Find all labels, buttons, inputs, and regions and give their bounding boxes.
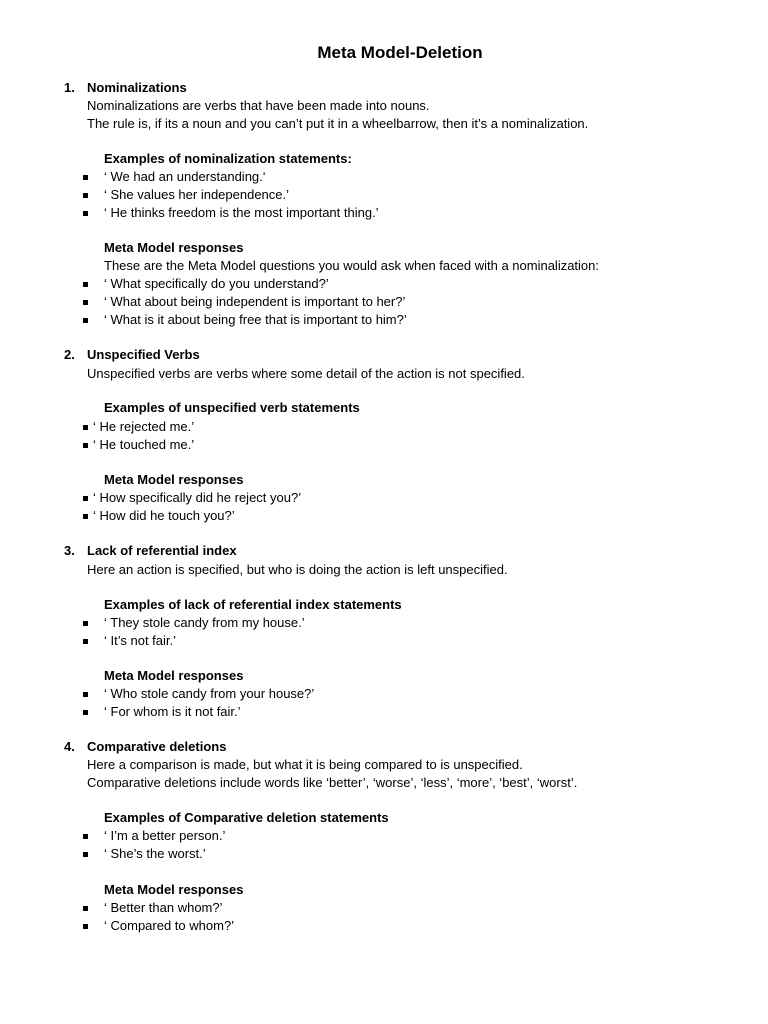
bullet-icon: [83, 514, 88, 519]
example-item: ‘ He rejected me.’: [93, 419, 195, 434]
section-heading: Unspecified Verbs: [87, 347, 200, 362]
example-item: ‘ She values her independence.’: [104, 187, 290, 202]
response-item: ‘ Compared to whom?’: [104, 918, 235, 933]
section-number: 1.: [64, 80, 75, 95]
bullet-icon: [83, 692, 88, 697]
responses-heading: Meta Model responses: [104, 882, 244, 897]
examples-heading: Examples of Comparative deletion statements: [104, 810, 389, 825]
document-title: Meta Model-Deletion: [317, 43, 483, 62]
section-intro-line: Comparative deletions include words like ‘better’, ‘worse’, ‘less’, ‘more’, ‘best’, ‘worst’.: [87, 775, 578, 790]
example-item: ‘ We had an understanding.‘: [104, 169, 266, 184]
bullet-icon: [83, 834, 88, 839]
bullet-icon: [83, 496, 88, 501]
example-item: ‘ She’s the worst.’: [104, 846, 206, 861]
example-item: ‘ It’s not fair.’: [104, 633, 177, 648]
response-item: ‘ What is it about being free that is important to him?’: [104, 312, 407, 327]
responses-heading: Meta Model responses: [104, 472, 244, 487]
examples-heading: Examples of nominalization statements:: [104, 151, 352, 166]
bullet-icon: [83, 924, 88, 929]
section-intro-line: Here an action is specified, but who is doing the action is left unspecified.: [87, 562, 508, 577]
response-item: ‘ What about being independent is important to her?’: [104, 294, 406, 309]
section-intro-line: The rule is, if its a noun and you can’t put it in a wheelbarrow, then it’s a nominalization.: [87, 116, 589, 131]
bullet-icon: [83, 282, 88, 287]
section-intro-line: Here a comparison is made, but what it is being compared to is unspecified.: [87, 757, 523, 772]
bullet-icon: [83, 318, 88, 323]
section-heading: Nominalizations: [87, 80, 187, 95]
examples-heading: Examples of lack of referential index statements: [104, 597, 402, 612]
responses-heading: Meta Model responses: [104, 668, 244, 683]
bullet-icon: [83, 211, 88, 216]
responses-heading: Meta Model responses: [104, 240, 244, 255]
bullet-icon: [83, 852, 88, 857]
bullet-icon: [83, 443, 88, 448]
example-item: ‘ I’m a better person.’: [104, 828, 226, 843]
bullet-icon: [83, 193, 88, 198]
response-item: ‘ How specifically did he reject you?’: [93, 490, 302, 505]
bullet-icon: [83, 300, 88, 305]
section-number: 4.: [64, 739, 75, 754]
section-heading: Lack of referential index: [87, 543, 237, 558]
responses-intro: These are the Meta Model questions you would ask when faced with a nominalization:: [104, 258, 600, 273]
bullet-icon: [83, 906, 88, 911]
section-intro-line: Nominalizations are verbs that have been made into nouns.: [87, 98, 430, 113]
section-number: 3.: [64, 543, 75, 558]
example-item: ‘ He thinks freedom is the most important thing.’: [104, 205, 379, 220]
bullet-icon: [83, 710, 88, 715]
examples-heading: Examples of unspecified verb statements: [104, 400, 360, 415]
bullet-icon: [83, 621, 88, 626]
section-heading: Comparative deletions: [87, 739, 227, 754]
response-item: ‘ Who stole candy from your house?’: [104, 686, 315, 701]
response-item: ‘ For whom is it not fair.’: [104, 704, 241, 719]
example-item: ‘ They stole candy from my house.’: [104, 615, 305, 630]
section-intro-line: Unspecified verbs are verbs where some detail of the action is not specified.: [87, 366, 525, 381]
example-item: ‘ He touched me.’: [93, 437, 195, 452]
bullet-icon: [83, 425, 88, 430]
response-item: ‘ Better than whom?’: [104, 900, 223, 915]
section-number: 2.: [64, 347, 75, 362]
bullet-icon: [83, 639, 88, 644]
response-item: ‘ What specifically do you understand?’: [104, 276, 329, 291]
bullet-icon: [83, 175, 88, 180]
response-item: ‘ How did he touch you?’: [93, 508, 235, 523]
